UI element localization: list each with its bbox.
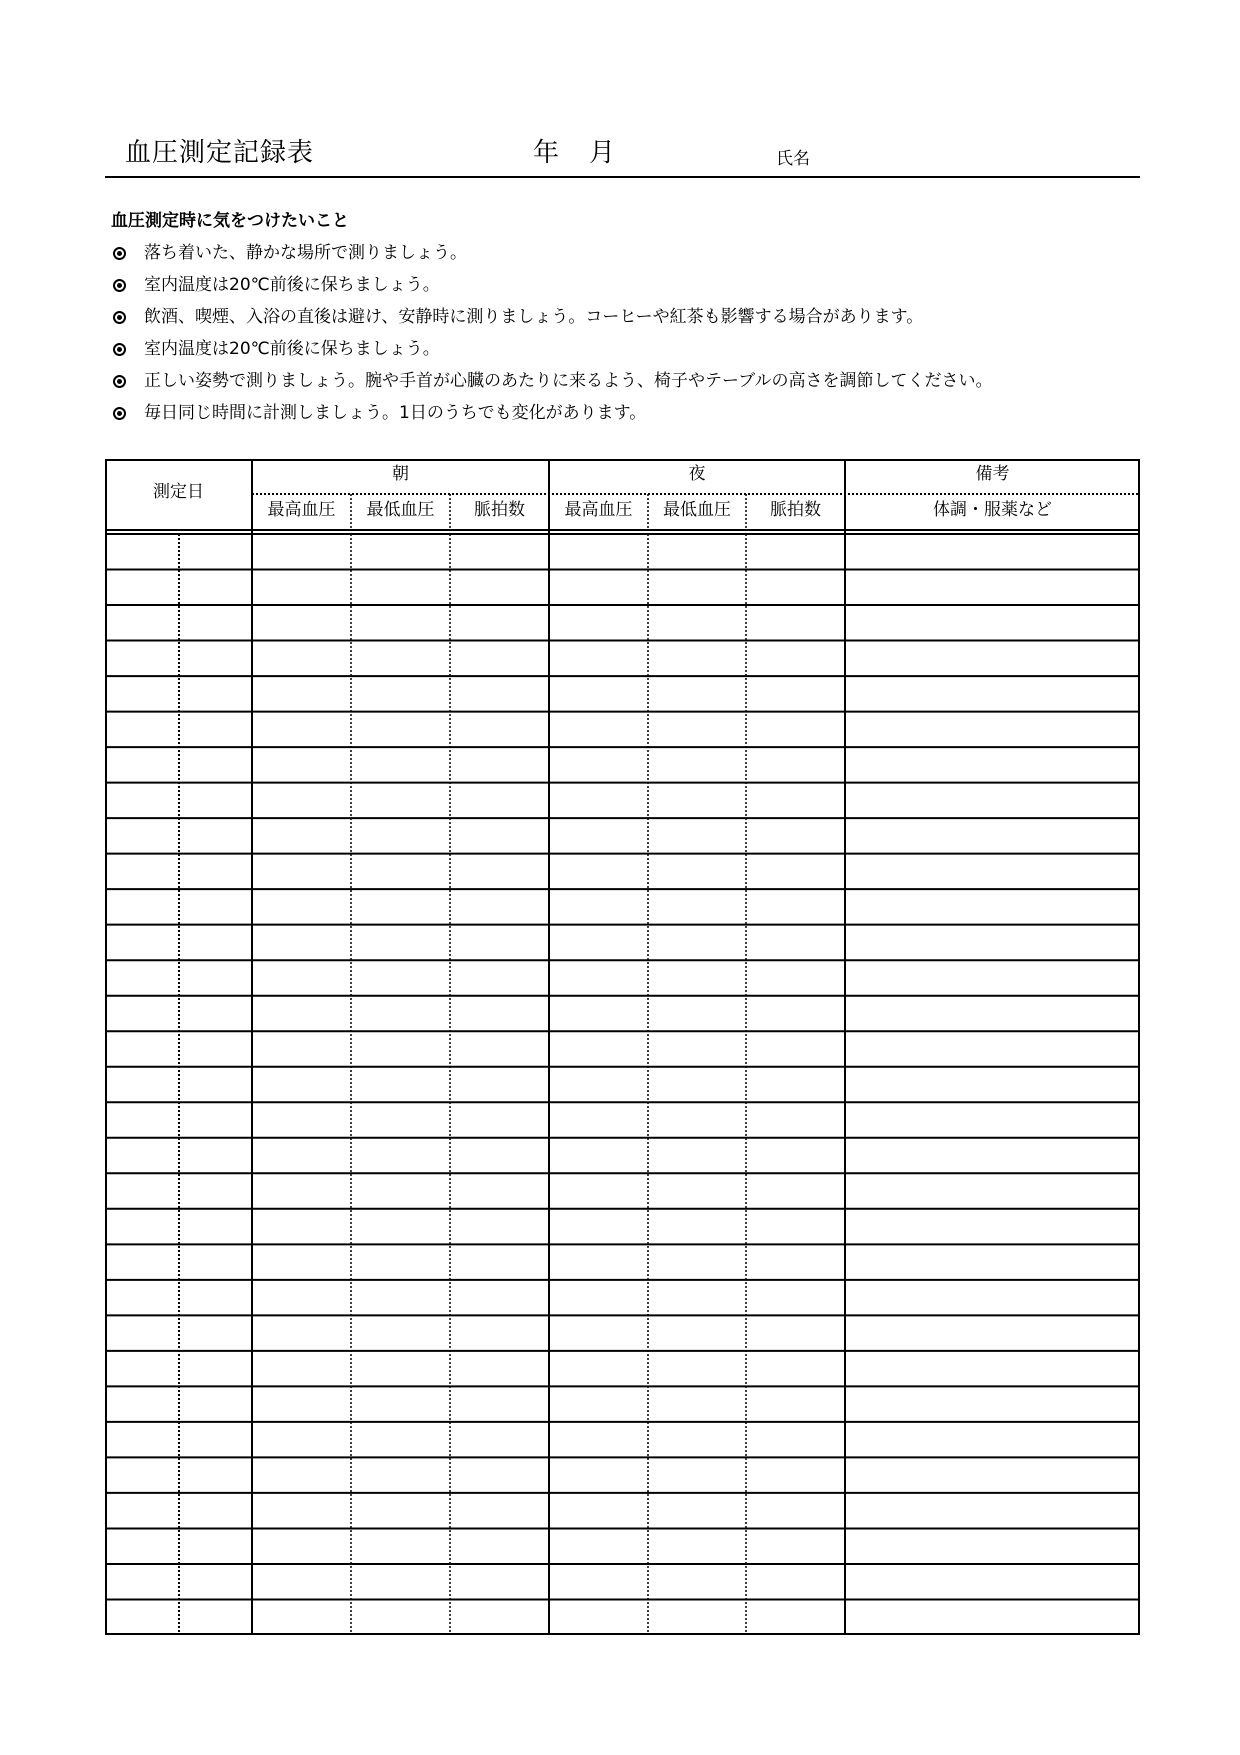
bullet-icon (113, 407, 126, 420)
note-item (111, 397, 1211, 429)
note-item (111, 301, 1211, 333)
table-grid (105, 459, 1140, 1635)
note-item (111, 365, 1211, 397)
date-header: 測定日 (153, 482, 204, 502)
morning-systolic-header: 最高血圧 (267, 500, 336, 520)
year-month-field (533, 132, 615, 169)
evening-systolic-header: 最高血圧 (564, 500, 633, 520)
year-label: 年 (533, 138, 560, 168)
month-label: 月 (589, 138, 616, 168)
bullet-icon (113, 247, 126, 260)
bullet-icon (113, 311, 126, 324)
header-divider (105, 176, 1140, 178)
morning-pulse-header: 脈拍数 (474, 500, 525, 520)
bullet-icon (113, 375, 126, 388)
page-title: 血圧測定記録表 (125, 138, 315, 168)
morning-diastolic-header: 最低血圧 (366, 500, 435, 520)
evening-pulse-header: 脈拍数 (770, 500, 821, 520)
note-text: 落ち着いた、静かな場所で測りましょう。 (144, 243, 467, 263)
note-item (111, 237, 1211, 269)
notes-title: 血圧測定時に気をつけたいこと (111, 211, 349, 231)
note-text: 飲酒、喫煙、入浴の直後は避け、安静時に測りましょう。コーヒーや紅茶も影響する場合があります。 (144, 307, 924, 327)
evening-header: 夜 (688, 464, 706, 484)
name-label: 氏名 (776, 149, 810, 169)
note-text: 室内温度は20℃前後に保ちましょう。 (144, 339, 440, 359)
bullet-icon (113, 279, 126, 292)
morning-header: 朝 (392, 464, 409, 484)
note-text: 毎日同じ時間に計測しましょう。1日のうちでも変化があります。 (144, 403, 647, 423)
evening-diastolic-header: 最低血圧 (663, 500, 731, 520)
bullet-icon (113, 343, 126, 356)
note-item (111, 333, 1211, 365)
remarks-sub-header: 体調・服薬など (933, 500, 1052, 520)
note-item (111, 269, 1211, 301)
note-text: 正しい姿勢で測りましょう。腕や手首が心臓のあたりに来るよう、椅子やテーブルの高さを調節してください。 (144, 371, 993, 391)
remarks-header: 備考 (975, 464, 1010, 484)
blood-pressure-table (105, 459, 1140, 1635)
notes-section (111, 209, 1211, 429)
note-text: 室内温度は20℃前後に保ちましょう。 (144, 275, 440, 295)
